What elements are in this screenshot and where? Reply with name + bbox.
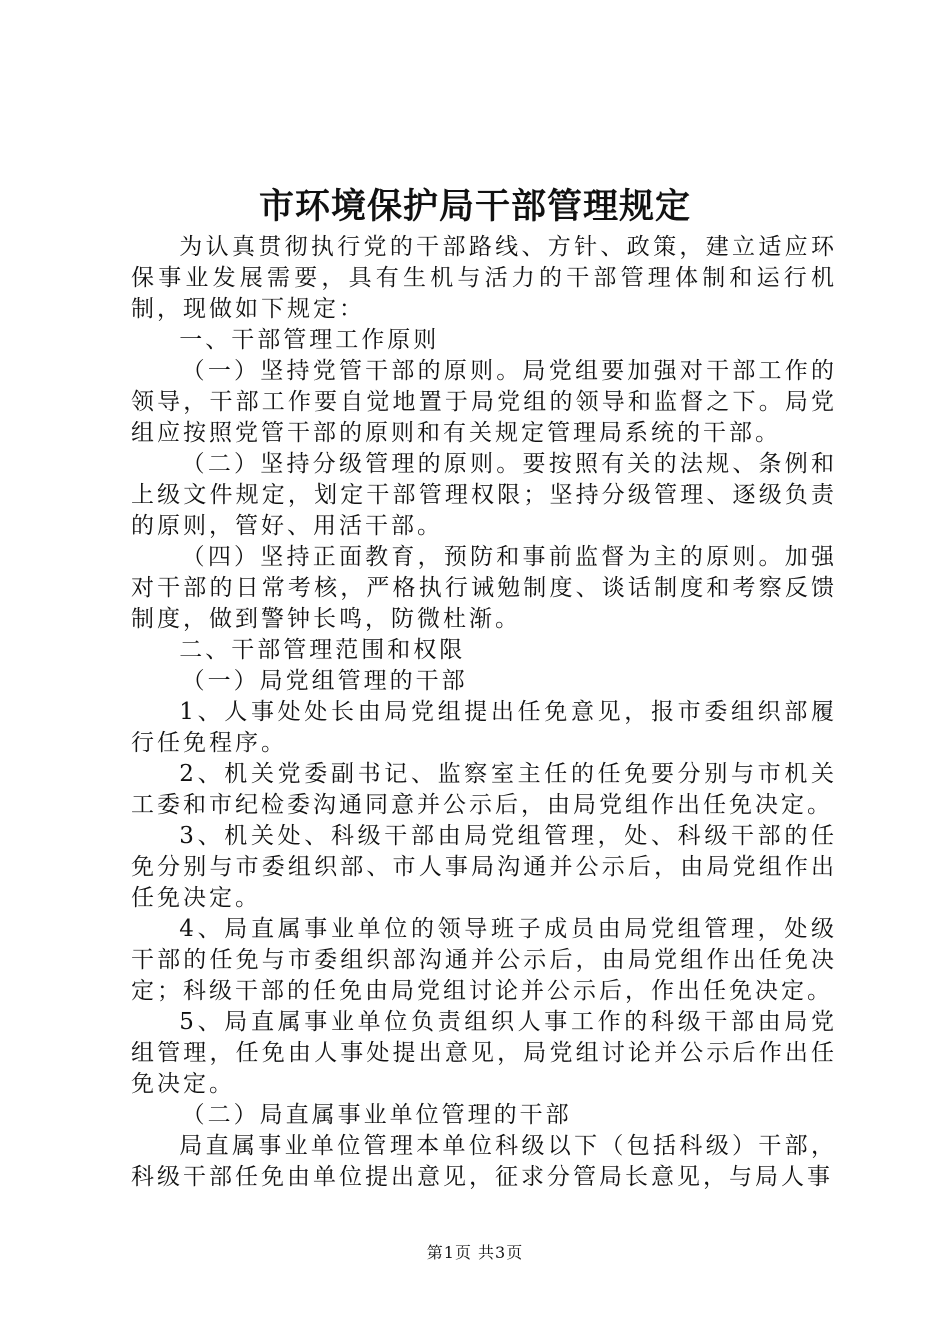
paragraph: （二）坚持分级管理的原则。要按照有关的法规、条例和上级文件规定，划定干部管理权限；坚持分级管理、逐级负责的原则，管好、用活干部。 bbox=[131, 451, 837, 539]
subsection-heading: （一）局党组管理的干部 bbox=[181, 668, 468, 694]
section-heading: 二、干部管理范围和权限 bbox=[179, 637, 466, 663]
paragraph: 1、人事处处长由局党组提出任免意见，报市委组织部履行任免程序。 bbox=[131, 699, 837, 756]
paragraph: 5、局直属事业单位负责组织人事工作的科级干部由局党组管理，任免由人事处提出意见，局党组讨论并公示后作出任免决定。 bbox=[131, 1009, 837, 1097]
paragraph: 2、机关党委副书记、监察室主任的任免要分别与市机关工委和市纪检委沟通同意并公示后，由局党组作出任免决定。 bbox=[131, 761, 837, 818]
section-heading: 一、干部管理工作原则 bbox=[179, 327, 440, 353]
paragraph: （四）坚持正面教育，预防和事前监督为主的原则。加强对干部的日常考核，严格执行诫勉制度、谈话制度和考察反馈制度，做到警钟长鸣，防微杜渐。 bbox=[131, 544, 837, 632]
paragraph: 3、机关处、科级干部由局党组管理，处、科级干部的任免分别与市委组织部、市人事局沟通并公示后，由局党组作出任免决定。 bbox=[131, 823, 837, 911]
paragraph: 为认真贯彻执行党的干部路线、方针、政策，建立适应环保事业发展需要，具有生机与活力的干部管理体制和运行机制，现做如下规定： bbox=[131, 234, 837, 322]
paragraph: 局直属事业单位管理本单位科级以下（包括科级）干部，科级干部任免由单位提出意见，征求分管局长意见，与局人事 bbox=[131, 1133, 837, 1190]
document-title: 市环境保护局干部管理规定 bbox=[258, 186, 691, 227]
paragraph: （一）坚持党管干部的原则。局党组要加强对干部工作的领导，干部工作要自觉地置于局党组的领导和监督之下。局党组应按照党管干部的原则和有关规定管理局系统的干部。 bbox=[131, 358, 837, 446]
document-body bbox=[131, 232, 837, 1193]
page-footer: 第1页 共3页 bbox=[426, 1243, 524, 1262]
subsection-heading: （二）局直属事业单位管理的干部 bbox=[181, 1102, 572, 1128]
paragraph: 4、局直属事业单位的领导班子成员由局党组管理，处级干部的任免与市委组织部沟通并公示后，由局党组作出任免决定；科级干部的任免由局党组讨论并公示后，作出任免决定。 bbox=[131, 916, 837, 1004]
